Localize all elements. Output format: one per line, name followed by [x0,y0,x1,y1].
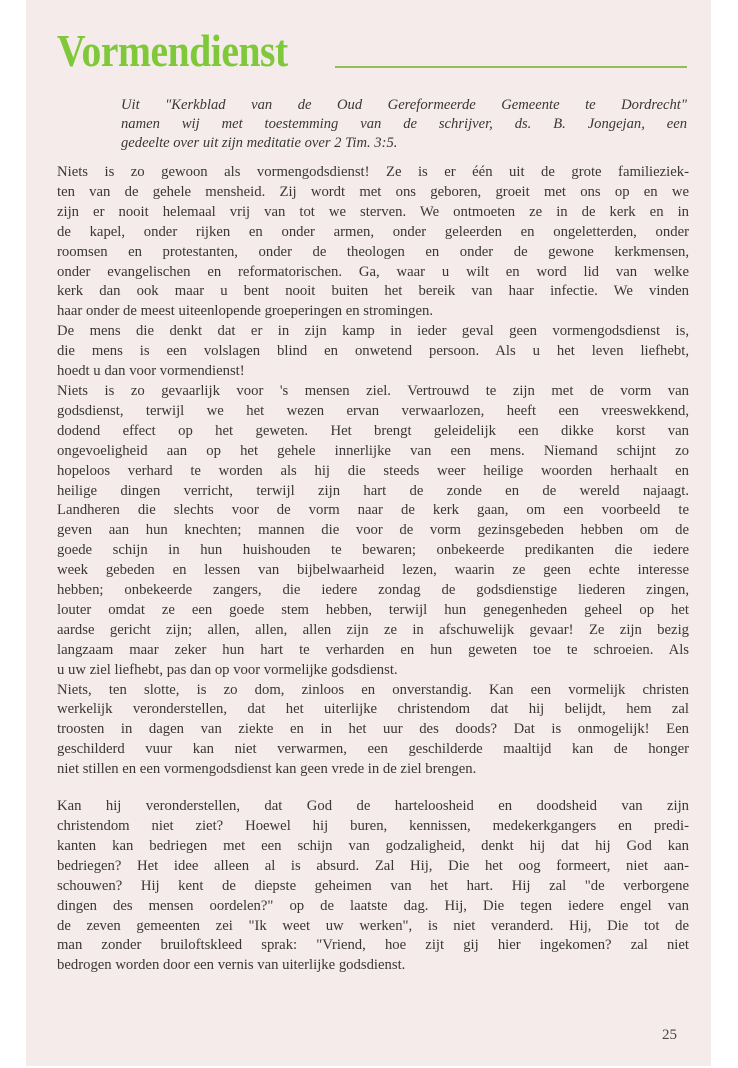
body-line: die mens is een volslagen blind en onwetend persoon. Als u het leven liefhebt, [57,343,689,360]
intro-line: Uit "Kerkblad van de Oud Gereformeerde Gemeente te Dordrecht" [121,97,687,113]
page-title: Vormendienst [57,25,288,76]
page-number: 25 [662,1027,677,1043]
body-line: godsdienst, terwijl we het wezen ervan verwaarlozen, heeft een vreeswekkend, [57,402,689,419]
body-line: louter omdat ze een goede stem hebben, terwijl hun genegenheden geheel op het [57,601,689,618]
body-line: troosten in dagen van ziekte en in het uur des doods? Dat is onmogelijk! Een [57,721,689,738]
intro-line: gedeelte over uit zijn meditatie over 2 Tim. 3:5. [121,135,398,151]
body-line: werkelijk veronderstellen, dat het uiterlijke christendom dat hij belijdt, hem zal [57,701,689,718]
body-line: niet stillen en een vormengodsdienst kan geen vrede in de ziel brengen. [57,761,477,778]
body-line: kanten kan bedriegen met een schijn van godzaligheid, denkt hij dat hij God kan [57,837,689,854]
body-line: haar onder de meest uiteenlopende groeperingen en stromingen. [57,303,434,320]
body-line: week gebeden en lessen van bijbelwaarheid lezen, waarin ze geen echte interesse [57,562,689,579]
magazine-page [26,0,711,1066]
body-line: christendom niet ziet? Hoewel hij buren, kennissen, medekerkgangers en predi- [57,818,689,834]
body-line: Niets is zo gevaarlijk voor 's mensen ziel. Vertrouwd te zijn met de vorm van [57,382,689,399]
body-line: hopeloos verhard te worden als hij die steeds weer heilige woorden herhaalt en [57,462,689,479]
body-line: aardse gericht zijn; allen, allen, allen zijn ze in afschuwelijk gevaar! Ze zijn bezig [57,621,689,638]
body-line: man zonder bruiloftskleed sprak: "Vriend, hoe zijt gij hier ingekomen? zal niet [57,937,689,954]
body-line: zijn er nooit helemaal vrij van tot we sterven. We ontmoeten ze in de kerk en in [57,203,689,220]
paragraph-gap [57,780,689,797]
body-line: u uw ziel liefhebt, pas dan op voor vormelijke godsdienst. [57,661,398,678]
body-line: dingen des mensen oordelen?" op de laatste dag. Hij, Die tegen iedere engel van [57,897,689,914]
intro-line: namen wij met toestemming van de schrijver, ds. B. Jongejan, een [121,116,687,132]
body-line: De mens die denkt dat er in zijn kamp in ieder geval geen vormengodsdienst is, [57,323,689,340]
body-line: hebben; onbekeerde zangers, die iedere zondag de godsdienstige liederen zingen, [57,582,689,599]
body-line: geschilderd vuur kan niet verwarmen, een geschilderde maaltijd kan de honger [57,741,689,758]
body-line: dodend effect op het geweten. Het brengt geleidelijk een dikke korst van [57,422,689,439]
body-line: bedrogen worden door een vernis van uiterlijke godsdienst. [57,957,406,974]
body-line: hoedt u dan voor vormendienst! [57,363,245,380]
title-row [57,25,687,76]
body-line: heilige dingen verricht, terwijl zijn hart de zonde en de wereld najaagt. [57,482,689,499]
body-line: Kan hij veronderstellen, dat God de harteloosheid en doodsheid van zijn [57,798,689,815]
article-body [57,163,689,976]
body-line: ongevoeligheid aan op het gehele innerlijke van een mens. Niemand schijnt zo [57,442,689,459]
body-line: de kapel, onder rijken en onder armen, onder geleerden en ongeletterden, onder [57,223,689,240]
body-line: bedriegen? Het idee alleen al is absurd. Zal Hij, Die het oog formeert, niet aan- [57,857,689,874]
body-line: langzaam maar zeker hun hart te verharden en hun geweten toe te schroeien. Als [57,641,689,658]
body-line: ten van de gehele mensheid. Zij wordt met ons geboren, groeit met ons op en we [57,183,689,200]
body-line: Landheren die slechts voor de vorm naar de kerk gaan, om een voorbeeld te [57,502,689,519]
body-line: Niets, ten slotte, is zo dom, zinloos en onverstandig. Kan een vormelijk christen [57,681,689,698]
body-line: kerk dan ook maar u bent nooit buiten het bereik van haar infectie. We vinden [57,283,689,300]
intro-paragraph [121,96,687,153]
title-underline-rule [335,66,687,68]
body-line: Niets is zo gewoon als vormengodsdienst! Ze is er één uit de grote familieziek- [57,164,689,180]
body-line: de zeven gemeenten zei "Ik weet uw werken", is niet veranderd. Hij, Die tot de [57,917,689,934]
body-line: roomsen en protestanten, onder de theologen en onder de gewone kerkmensen, [57,243,689,260]
body-line: onder evangelischen en reformatorischen. Ga, waar u wilt en word lid van welke [57,263,689,280]
body-line: geven aan hun knechten; mannen die voor de vorm gezinsgebeden hebben om de [57,522,689,539]
body-line: schouwen? Hij kent de diepste geheimen van het hart. Hij zal "de verborgene [57,877,689,894]
body-line: goede schijn in hun huishouden te bewaren; onbekeerde predikanten die iedere [57,542,689,559]
